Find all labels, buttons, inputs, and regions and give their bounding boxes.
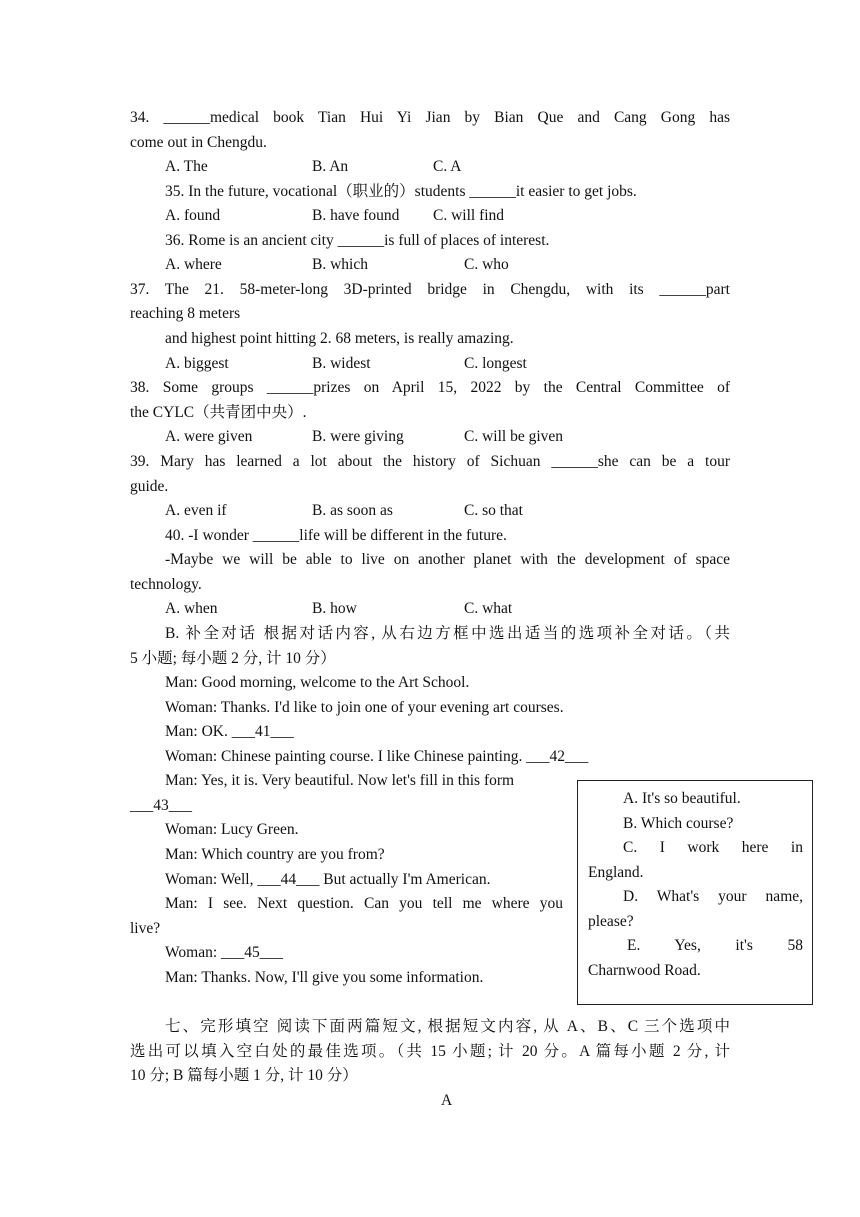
- q34-option-c: C. A: [433, 158, 462, 175]
- dialogue-line: Woman: Lucy Green.: [165, 821, 299, 838]
- dialogue-line: Woman: Thanks. I'd like to join one of your evening art courses.: [165, 699, 564, 716]
- q36-option-a: A. where: [165, 256, 222, 273]
- q35-stem: 35. In the future, vocational（职业的）students ______it easier to get jobs.: [165, 183, 637, 200]
- dialogue-line: Man: I see. Next question. Can you tell me where you: [165, 895, 563, 912]
- q39-option-b: B. as soon as: [312, 502, 393, 519]
- q36-option-c: C. who: [464, 256, 509, 273]
- box-option-d-line2: please?: [588, 913, 634, 930]
- q38-option-a: A. were given: [165, 428, 253, 445]
- q40-option-a: A. when: [165, 600, 218, 617]
- dialogue-line: ___43___: [130, 797, 192, 814]
- q37-stem-line1: 37. The 21. 58-meter-long 3D-printed bridge in Chengdu, with its ______part: [130, 281, 730, 298]
- box-option-c-line2: England.: [588, 864, 644, 881]
- dialogue-line: Man: Thanks. Now, I'll give you some information.: [165, 969, 484, 986]
- q40-option-b: B. how: [312, 600, 357, 617]
- dialogue-options-box: [577, 780, 813, 1005]
- dialogue-line: live?: [130, 920, 161, 937]
- box-option-e-line2: Charnwood Road.: [588, 962, 701, 979]
- q38-stem-line1: 38. Some groups ______prizes on April 15, 2022 by the Central Committee of: [130, 379, 730, 396]
- q35-option-a: A. found: [165, 207, 221, 224]
- box-option-e-line1: E. Yes, it's 58: [627, 937, 803, 954]
- q38-stem-line2: the CYLC（共青团中央）.: [130, 404, 307, 421]
- q38-option-b: B. were giving: [312, 428, 404, 445]
- q39-option-c: C. so that: [464, 502, 523, 519]
- q37-stem-line2: reaching 8 meters: [130, 305, 241, 322]
- box-option-c-line1: C. I work here in: [623, 839, 803, 856]
- q35-option-b: B. have found: [312, 207, 400, 224]
- dialogue-line: Man: OK. ___41___: [165, 723, 294, 740]
- q34-option-b: B. An: [312, 158, 349, 175]
- dialogue-line: Man: Yes, it is. Very beautiful. Now let's fill in this form: [165, 772, 515, 789]
- q39-stem-line2: guide.: [130, 478, 169, 495]
- q38-option-c: C. will be given: [464, 428, 564, 445]
- dialogue-line: Man: Good morning, welcome to the Art School.: [165, 674, 470, 691]
- box-option-d-line1: D. What's your name,: [623, 888, 803, 905]
- box-option-b: B. Which course?: [623, 815, 734, 832]
- q37-option-a: A. biggest: [165, 355, 229, 372]
- section-b-heading-line1: B. 补全对话 根据对话内容, 从右边方框中选出适当的选项补全对话。（共: [165, 625, 730, 642]
- q34-stem-line1: 34. ______medical book Tian Hui Yi Jian by Bian Que and Cang Gong has: [130, 109, 730, 126]
- passage-label: A: [441, 1092, 453, 1109]
- q35-option-c: C. will find: [433, 207, 505, 224]
- section-7-heading-line2: 选出可以填入空白处的最佳选项。（共 15 小题; 计 20 分。A 篇每小题 2 分, 计: [130, 1043, 730, 1060]
- q37-stem-line3: and highest point hitting 2. 68 meters, is really amazing.: [165, 330, 514, 347]
- q36-option-b: B. which: [312, 256, 368, 273]
- dialogue-line: Woman: Chinese painting course. I like Chinese painting. ___42___: [165, 748, 589, 765]
- dialogue-line: Woman: ___45___: [165, 944, 284, 961]
- q36-stem: 36. Rome is an ancient city ______is full of places of interest.: [165, 232, 550, 249]
- q34-stem-line2: come out in Chengdu.: [130, 134, 267, 151]
- q40-stem-line2: -Maybe we will be able to live on another planet with the development of space: [165, 551, 730, 568]
- q40-stem-line1: 40. -I wonder ______life will be different in the future.: [165, 527, 507, 544]
- q40-stem-line3: technology.: [130, 576, 202, 593]
- q34-option-a: A. The: [165, 158, 208, 175]
- q37-option-c: C. longest: [464, 355, 527, 372]
- dialogue-line: Woman: Well, ___44___ But actually I'm American.: [165, 871, 491, 888]
- q39-stem-line1: 39. Mary has learned a lot about the history of Sichuan ______she can be a tour: [130, 453, 730, 470]
- box-option-a: A. It's so beautiful.: [623, 790, 741, 807]
- section-b-heading-line2: 5 小题; 每小题 2 分, 计 10 分）: [130, 650, 336, 667]
- section-7-heading-line3: 10 分; B 篇每小题 1 分, 计 10 分）: [130, 1067, 358, 1084]
- q39-option-a: A. even if: [165, 502, 227, 519]
- q40-option-c: C. what: [464, 600, 513, 617]
- q37-option-b: B. widest: [312, 355, 371, 372]
- section-7-heading-line1: 七、完形填空 阅读下面两篇短文, 根据短文内容, 从 A、B、C 三个选项中: [165, 1018, 730, 1035]
- dialogue-line: Man: Which country are you from?: [165, 846, 385, 863]
